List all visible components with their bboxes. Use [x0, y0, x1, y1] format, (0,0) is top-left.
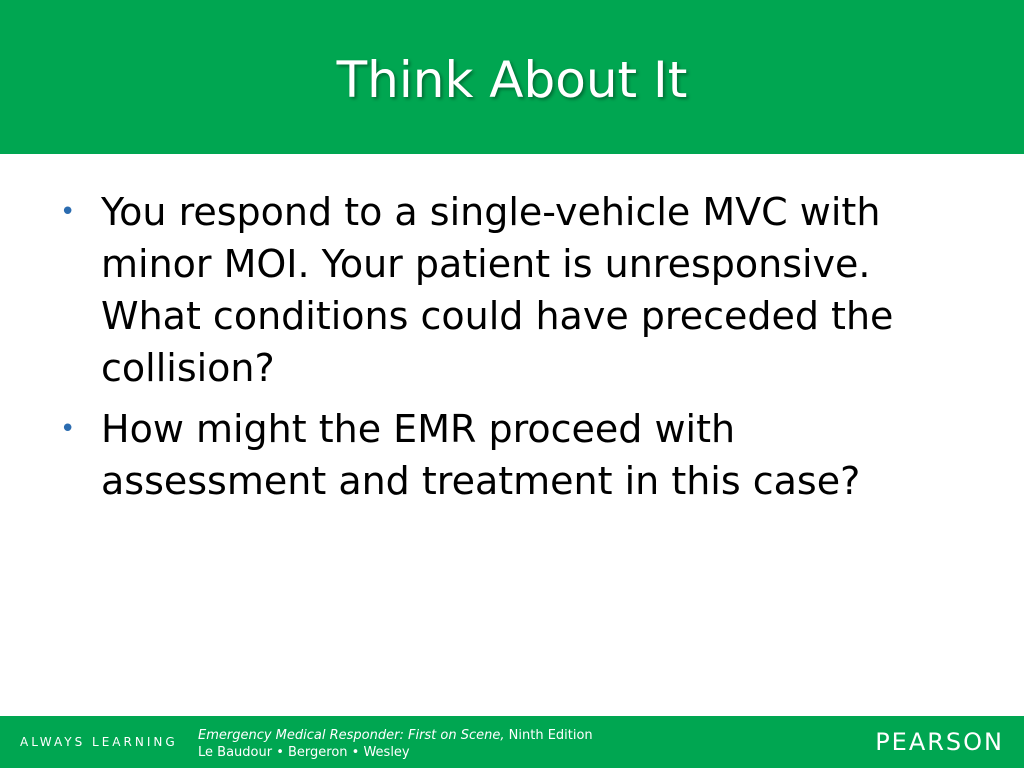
book-authors: Le Baudour • Bergeron • Wesley	[198, 745, 410, 760]
footer-tagline: ALWAYS LEARNING	[20, 735, 178, 749]
title-bar	[0, 0, 1024, 154]
pearson-logo: PEARSON	[875, 728, 1004, 756]
slide-title: Think About It	[336, 51, 688, 109]
bullet-item	[60, 186, 970, 394]
footer-bar	[0, 716, 1024, 768]
bullet-text: How might the EMR proceed with assessment and treatment in this case?	[101, 407, 861, 503]
book-title: Emergency Medical Responder: First on Scene,	[198, 728, 505, 743]
bullet-item	[60, 403, 970, 507]
bullet-dot-icon: •	[60, 414, 76, 444]
bullet-dot-icon: •	[60, 197, 76, 227]
book-title-line	[198, 727, 593, 744]
book-info	[198, 727, 593, 761]
book-edition: Ninth Edition	[504, 728, 593, 743]
bullet-list	[60, 186, 970, 516]
bullet-text: You respond to a single-vehicle MVC with minor MOI. Your patient is unresponsive. What conditions could have preceded the collision?	[101, 190, 894, 390]
